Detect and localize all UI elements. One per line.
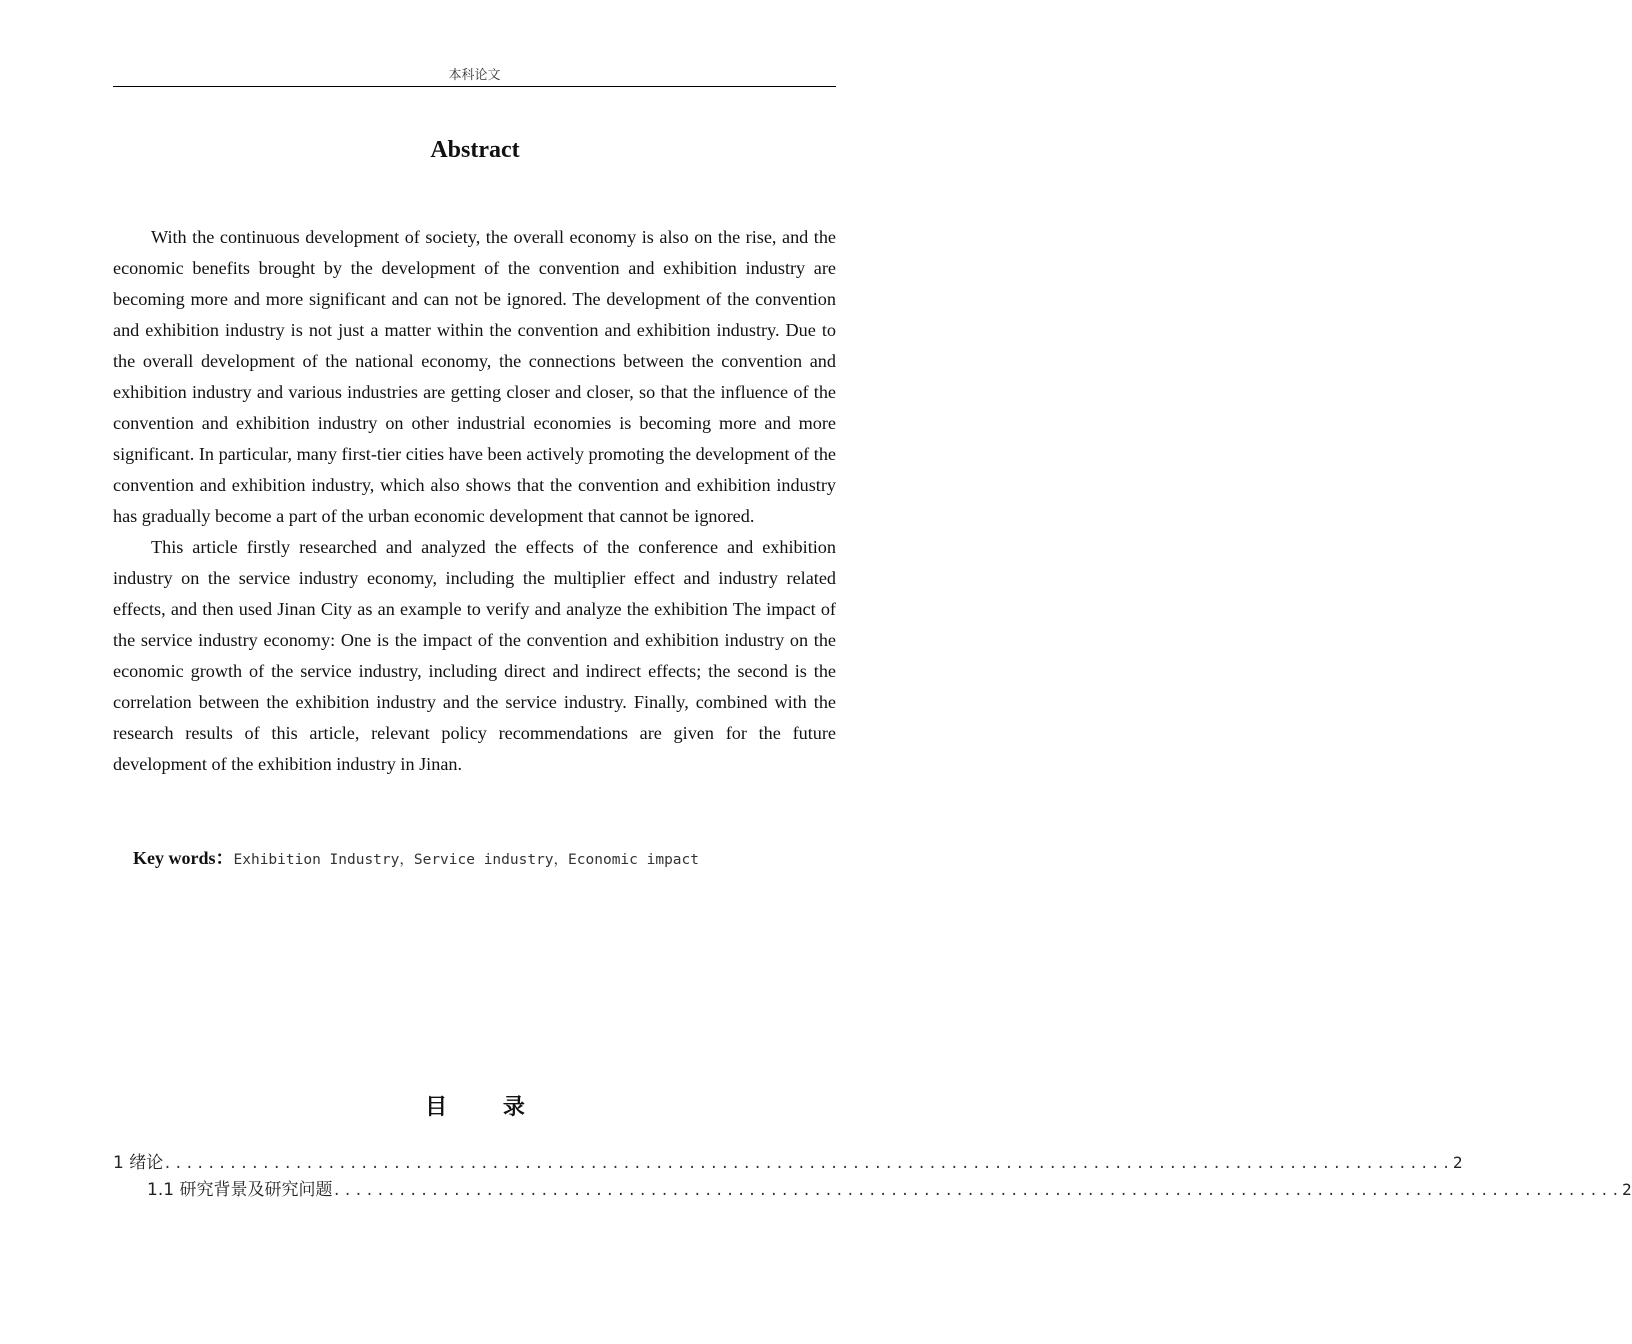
toc-entry-text: 1.1 研究背景及研究问题	[147, 1180, 333, 1200]
running-header	[113, 66, 836, 87]
toc-entry[interactable]	[113, 1177, 1632, 1204]
toc-leader-dots: ......................................................................................................................	[332, 1183, 1623, 1199]
table-of-contents	[113, 1150, 1632, 1204]
abstract-paragraph: This article firstly researched and analyzed the effects of the conference and exhibition industry on the service industry economy, including the multiplier effect and industry related effects, and then used Jinan City as an example to verify and analyze the exhibition The impact of the service industry economy: One is the impact of the convention and exhibition industry on the economic growth of the service industry, including direct and indirect effects; the second is the correlation between the exhibition industry and the service industry. Finally, combined with the research results of this article, relevant policy recommendations are given for the future development of the exhibition industry in Jinan.	[113, 537, 836, 774]
toc-entry-page: 2	[1622, 1180, 1632, 1199]
keywords-label: Key words：	[133, 848, 234, 868]
keywords-values: Exhibition Industry，Service industry，Economic impact	[233, 852, 699, 868]
toc-entry-page: 2	[1452, 1153, 1463, 1172]
abstract-body	[113, 222, 836, 780]
running-title: 本科论文	[448, 68, 501, 83]
keywords-line	[133, 843, 699, 875]
toc-entry[interactable]	[113, 1150, 1463, 1177]
toc-entry-text: 1 绪论	[113, 1153, 164, 1173]
abstract-title: Abstract	[430, 137, 520, 163]
toc-leader-dots: ......................................................................................................................	[163, 1156, 1453, 1172]
abstract-paragraph: With the continuous development of society, the overall economy is also on the rise, and the economic benefits brought by the development of the convention and exhibition industry are becoming more and more significant and can not be ignored. The development of the convention and exhibition industry is not just a matter within the convention and exhibition industry. Due to the overall development of the national economy, the connections between the convention and exhibition industry and various industries are getting closer and closer, so that the influence of the convention and exhibition industry on other industrial economies is becoming more and more significant. In particular, many first-tier cities have been actively promoting the development of the convention and exhibition industry, which also shows that the convention and exhibition industry has gradually become a part of the urban economic development that cannot be ignored.	[113, 227, 836, 526]
toc-title: 目 录	[425, 1095, 549, 1120]
